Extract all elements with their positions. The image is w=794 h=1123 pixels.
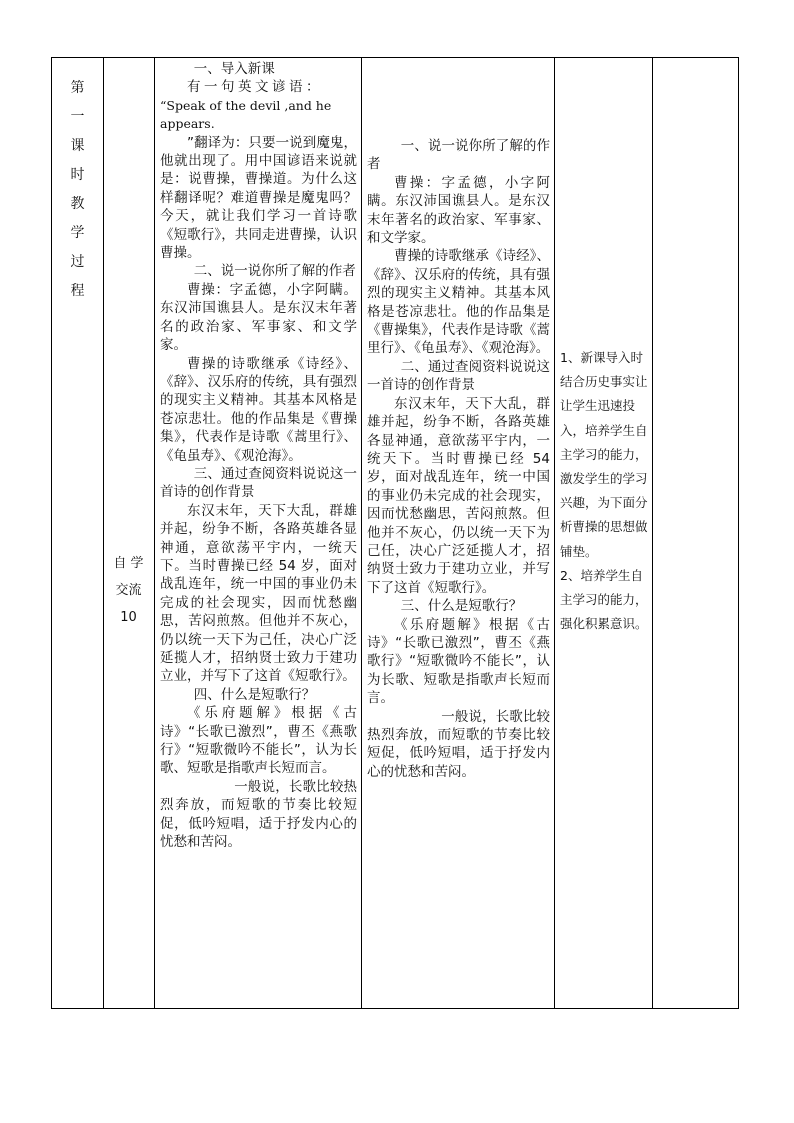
section-heading: 三、通过查阅资料说说这一首诗的创作背景 (160, 465, 357, 501)
paragraph: 有一句英文谚语： (187, 79, 323, 96)
paragraph: 曹操的诗歌继承《诗经》、《辞》、汉乐府的传统，具有强烈的现实主义精神。其基本风格是苍凉悲壮。他的作品集是《曹操集》，代表作是诗歌《蒿里行》、《龟虽寿》、《观沧海》。 (160, 355, 357, 464)
paragraph: 一般说，长歌比较热烈奔放，而短歌的节奏比较短促，低吟短唱，适于抒发内心的忧愁和苦闷。 (367, 708, 550, 780)
lesson-plan-table (51, 57, 739, 1009)
paragraph: 曹操：字孟德，小字阿瞒。东汉沛国谯县人。是东汉末年著名的政治家、军事家、和文学家。 (367, 174, 550, 247)
phase-char: 过 (70, 254, 85, 270)
section-heading: 二、说一说你所了解的作者 (193, 263, 356, 280)
paragraph: 《乐府题解》根据《古诗》“长歌已激烈”，曹丕《燕歌行》“短歌微吟不能长”，认为长歌、短歌是指歌声长短而言。 (160, 705, 357, 777)
paragraph: 东汉末年，天下大乱，群雄并起，纷争不断，各路英雄各显神通，意欲荡平宇内，一统天下。当时曹操已经 54 岁，面对战乱连年，统一中国的事业仍未完成的社会现实，因而忧愁幽思，苦闷煎熬。但他并不灰心，仍以统一天下为己任，决心广泛延揽人才，招纳贤士致力于建功立业，并写下了这首《短歌行》。 (367, 395, 550, 596)
paragraph: 曹操：字孟德，小字阿瞒。东汉沛国谯县人。是东汉末年著名的政治家、军事家、和文学家。 (160, 281, 357, 354)
phase-char: 一 (70, 109, 85, 125)
phase-char: 程 (70, 283, 85, 299)
paragraph: 东汉末年，天下大乱，群雄并起，纷争不断，各路英雄各显神通，意欲荡平宇内，一统天下。当时曹操已经 54 岁，面对战乱连年，统一中国的事业仍未完成的社会现实，因而忧愁幽思，苦闷煎熬。但他并不灰心，仍以统一天下为己任，决心广泛延揽人才，招纳贤士致力于建功立业，并写下了这首《短歌行》。 (160, 502, 357, 685)
section-heading: 一、导入新课 (193, 61, 275, 77)
phase-column (52, 58, 103, 1008)
phase-char: 学 (70, 225, 85, 241)
design-note: 1、新课导入时结合历史事实让让学生迅速投入，培养学生自主学习的能力，激发学生的学习兴趣，为下面分析曹操的思想做铺垫。 (560, 350, 648, 559)
paragraph: 《乐府题解》根据《古诗》“长歌已激烈”，曹丕《燕歌行》“短歌微吟不能长”，认为长歌、短歌是指歌声长短而言。 (367, 616, 550, 707)
english-quote: “Speak of the devil ,and he appears. (160, 97, 332, 132)
student-activity-column (361, 58, 554, 1008)
section-heading: 四、什么是短歌行？ (193, 686, 316, 703)
design-note: 2、培养学生自主学习的能力，强化积累意识。 (560, 567, 648, 632)
design-notes-column (554, 58, 652, 1008)
phase-char: 教 (70, 196, 85, 212)
method-minutes: 10 (120, 610, 137, 625)
phase-char: 第 (70, 80, 85, 96)
method-column (103, 58, 154, 1008)
phase-char: 时 (70, 167, 85, 183)
method-line-2: 交流 (115, 583, 142, 598)
teacher-activity-column (154, 58, 361, 1008)
section-heading: 三、什么是短歌行？ (400, 598, 523, 615)
phase-label (52, 78, 103, 310)
method-label (103, 550, 154, 631)
section-heading: 二、通过查阅资料说说这一首诗的创作背景 (367, 358, 550, 394)
method-line-1: 自 学 (113, 556, 144, 571)
paragraph: 一般说，长歌比较热烈奔放，而短歌的节奏比较短促，低吟短唱，适于抒发内心的忧愁和苦闷。 (160, 778, 357, 851)
section-heading: 一、说一说你所了解的作者 (367, 138, 550, 173)
paragraph: ”翻译为：只要一说到魔鬼，他就出现了。用中国谚语来说就是：说曹操，曹操道。为什么这样翻译呢？难道曹操是魔鬼吗？今天，就让我们学习一首诗歌《短歌行》，共同走进曹操，认识曹操。 (160, 134, 357, 262)
paragraph: 曹操的诗歌继承《诗经》、《辞》、汉乐府的传统，具有强烈的现实主义精神。其基本风格是苍凉悲壮。他的作品集是《曹操集》，代表作是诗歌《蒿里行》、《龟虽寿》、《观沧海》。 (367, 248, 550, 357)
blank-column (652, 58, 738, 1008)
phase-char: 课 (70, 138, 85, 154)
